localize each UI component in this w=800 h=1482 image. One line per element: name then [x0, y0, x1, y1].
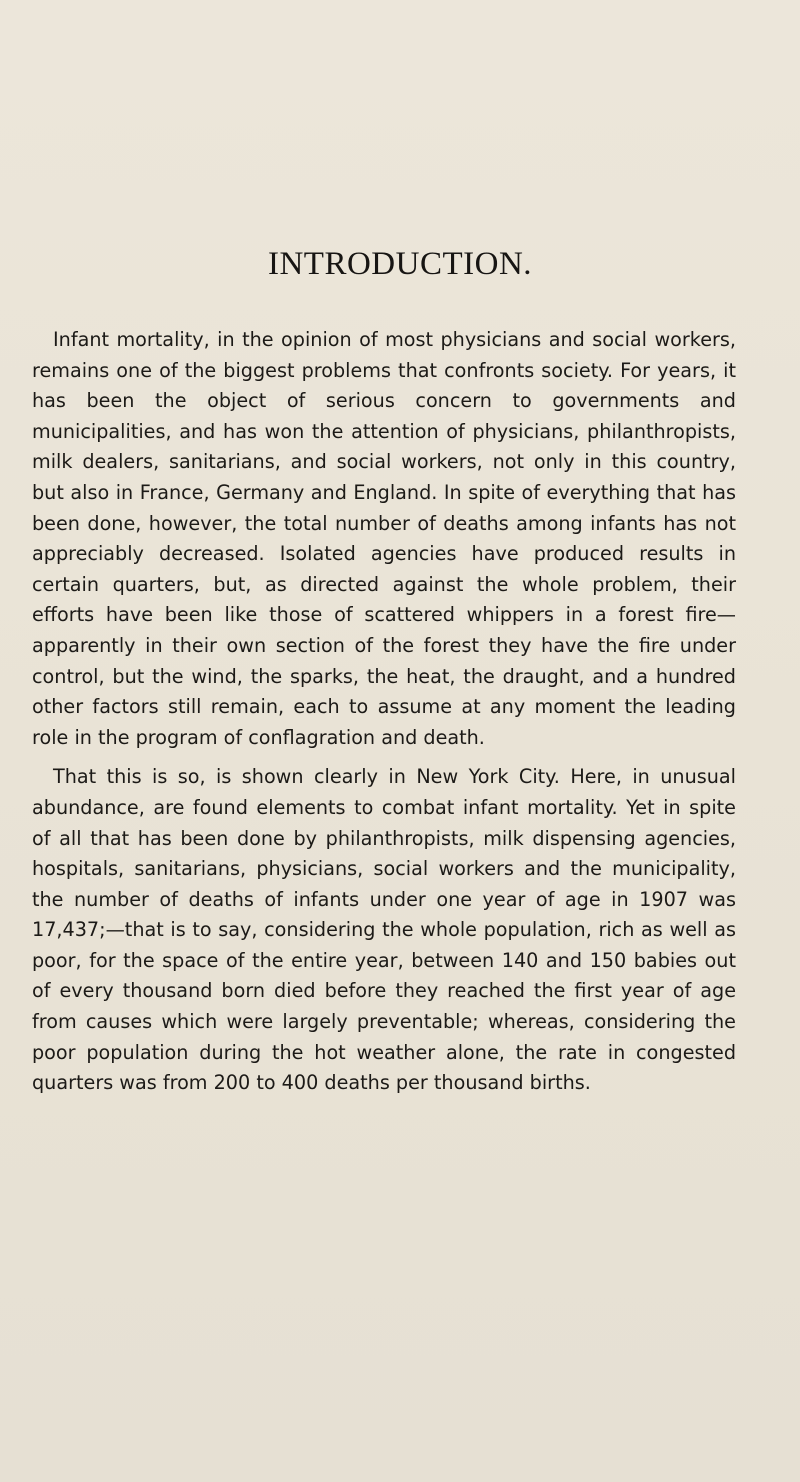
paragraph-1: Infant mortality, in the opinion of most physicians and social workers, remains one of the biggest problems that confronts society. For years, it has been the object of serious concern to governments and municipalities, and has won the attention of physicians, philanthropists, milk dealers, sanitarians, and social workers, not only in this country, but also in France, Germany and England. In spite of everything that has been done, however, the total number of deaths among infants has not appreciably decreased. Isolated agencies have produced results in certain quarters, but, as directed against the whole problem, their efforts have been like those of scattered whippers in a forest fire—apparently in their own section of the forest they have the fire under control, but the wind, the sparks, the heat, the draught, and a hundred other factors still remain, each to assume at any moment the leading role in the program of conflagration and death.: [32, 328, 736, 749]
paragraph-2: That this is so, is shown clearly in New York City. Here, in unusual abundance, are found elements to combat infant mortality. Yet in spite of all that has been done by philanthropists, milk dispensing agencies, hospitals, sanitarians, physicians, social workers and the municipality, the number of deaths of infants under one year of age in 1907 was 17,437;—that is to say, considering the whole population, rich as well as poor, for the space of the entire year, between 140 and 150 babies out of every thousand born died before they reached the first year of age from causes which were largely preventable; whereas, considering the poor population during the hot weather alone, the rate in congested quarters was from 200 to 400 deaths per thousand births.: [32, 765, 736, 1095]
page-title: INTRODUCTION.: [267, 246, 533, 282]
body-text: [32, 325, 736, 1099]
